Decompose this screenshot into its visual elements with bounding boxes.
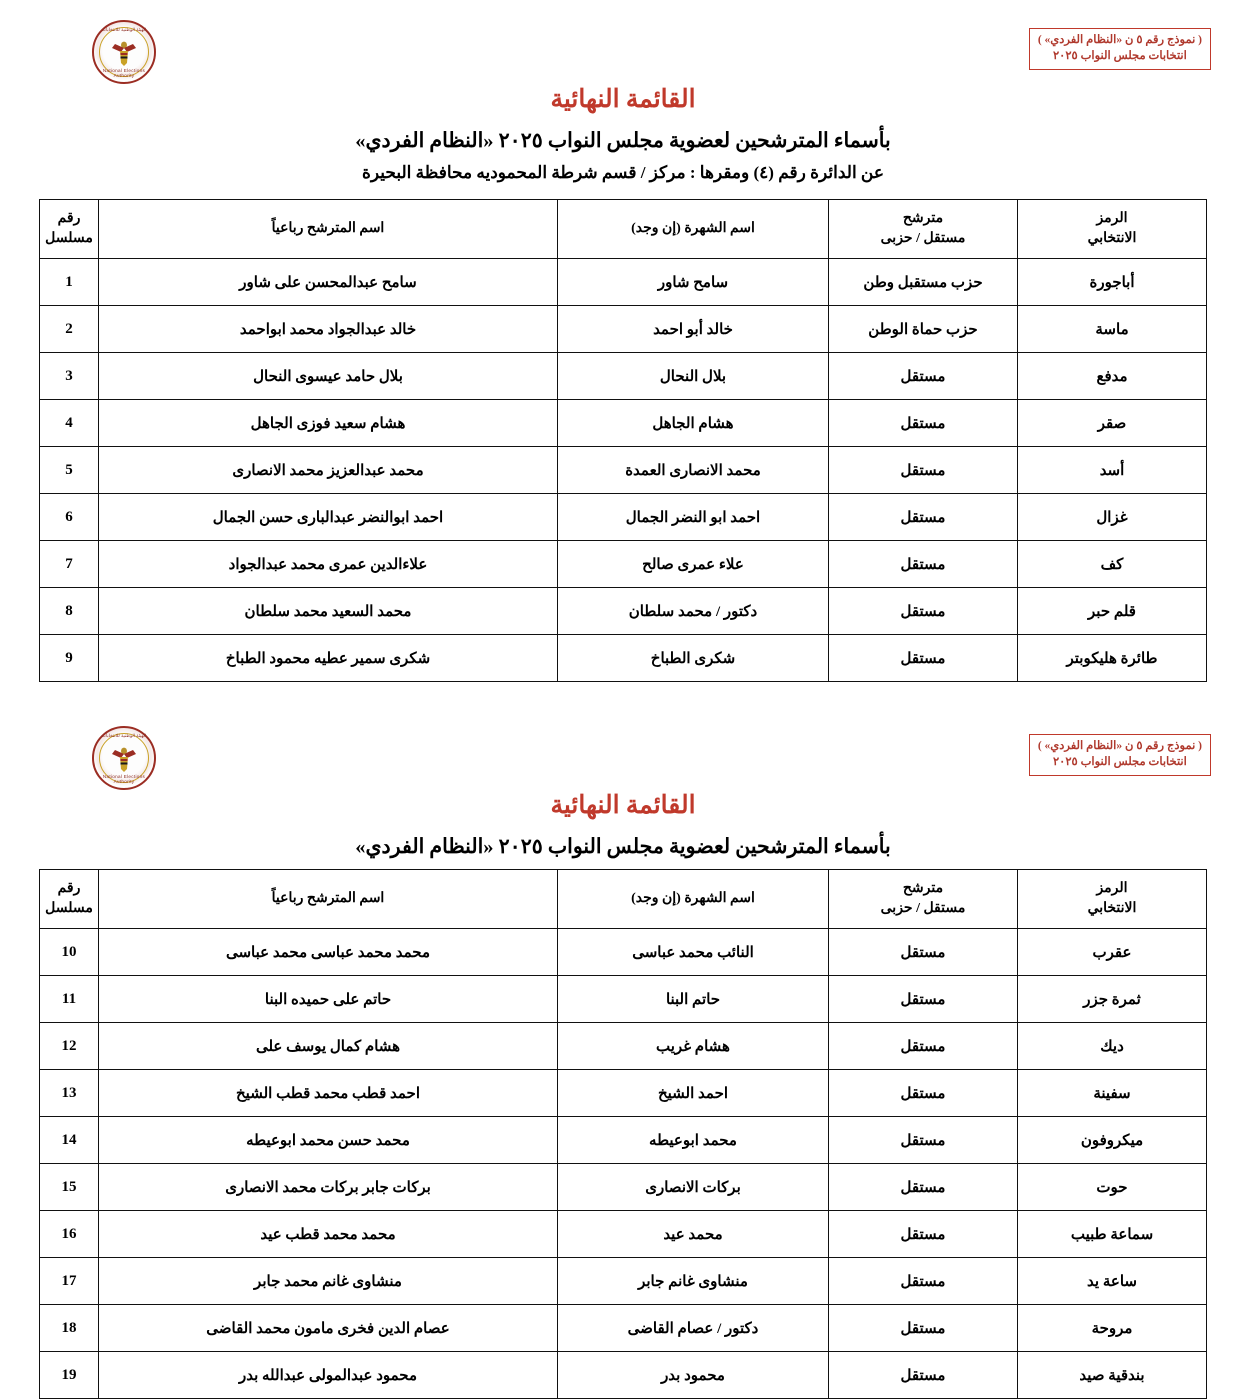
logo-text-top: الهيئة الوطنية للانتخابات bbox=[101, 27, 147, 32]
cell-serial: 13 bbox=[40, 1070, 99, 1117]
page-separator bbox=[0, 682, 1246, 712]
cell-symbol: ساعة يد bbox=[1018, 1258, 1207, 1305]
cell-symbol: قلم حبر bbox=[1018, 588, 1207, 635]
cell-fame: دكتور / محمد سلطان bbox=[558, 588, 829, 635]
cell-serial: 18 bbox=[40, 1305, 99, 1352]
cell-serial: 1 bbox=[40, 259, 99, 306]
cell-serial: 5 bbox=[40, 447, 99, 494]
column-header-symbol bbox=[1018, 870, 1207, 929]
form-stamp-line-1: ( نموذج رقم ٥ ن «النظام الفردي» ) bbox=[1037, 34, 1202, 46]
cell-symbol: مدفع bbox=[1018, 353, 1207, 400]
cell-serial: 12 bbox=[40, 1023, 99, 1070]
cell-symbol: ماسة bbox=[1018, 306, 1207, 353]
column-header-serial-line-1: رقم bbox=[57, 210, 81, 226]
table-row bbox=[40, 1117, 1207, 1164]
cell-name: عصام الدين فخرى مامون محمد القاضى bbox=[99, 1305, 558, 1352]
cell-name: سامح عبدالمحسن على شاور bbox=[99, 259, 558, 306]
document-page-2 bbox=[0, 712, 1246, 1399]
cell-serial: 11 bbox=[40, 976, 99, 1023]
cell-name: هشام سعيد فوزى الجاهل bbox=[99, 400, 558, 447]
table-row bbox=[40, 588, 1207, 635]
cell-fame: علاء عمرى صالح bbox=[558, 541, 829, 588]
cell-fame: هشام غريب bbox=[558, 1023, 829, 1070]
column-header-fame: اسم الشهرة (إن وجد) bbox=[558, 870, 829, 929]
candidates-table-page-2 bbox=[39, 869, 1207, 1399]
cell-symbol: عقرب bbox=[1018, 929, 1207, 976]
candidates-table-page-1 bbox=[39, 199, 1207, 682]
column-header-fame: اسم الشهرة (إن وجد) bbox=[558, 200, 829, 259]
cell-name: احمد قطب محمد قطب الشيخ bbox=[99, 1070, 558, 1117]
cell-fame: محمد ابوعيطه bbox=[558, 1117, 829, 1164]
cell-fame: بلال النحال bbox=[558, 353, 829, 400]
cell-fame: دكتور / عصام القاضى bbox=[558, 1305, 829, 1352]
cell-serial: 17 bbox=[40, 1258, 99, 1305]
cell-name: محمد محمد عباسى محمد عباسى bbox=[99, 929, 558, 976]
page-title: القائمة النهائية bbox=[550, 792, 696, 819]
form-number-stamp bbox=[1029, 734, 1211, 776]
cell-serial: 6 bbox=[40, 494, 99, 541]
cell-name: محمد عبدالعزيز محمد الانصارى bbox=[99, 447, 558, 494]
cell-party: مستقل bbox=[829, 588, 1018, 635]
cell-party: حزب مستقبل وطن bbox=[829, 259, 1018, 306]
eagle-icon bbox=[109, 742, 139, 774]
cell-party: مستقل bbox=[829, 1117, 1018, 1164]
cell-fame: محمد عيد bbox=[558, 1211, 829, 1258]
cell-party: مستقل bbox=[829, 635, 1018, 682]
table-row bbox=[40, 1305, 1207, 1352]
column-header-party bbox=[829, 870, 1018, 929]
cell-name: هشام كمال يوسف على bbox=[99, 1023, 558, 1070]
column-header-serial bbox=[40, 870, 99, 929]
cell-party: مستقل bbox=[829, 400, 1018, 447]
cell-serial: 16 bbox=[40, 1211, 99, 1258]
cell-fame: بركات الانصارى bbox=[558, 1164, 829, 1211]
column-header-symbol-line-2: الانتخابي bbox=[1087, 901, 1137, 916]
page-title: القائمة النهائية bbox=[550, 86, 696, 113]
cell-party: مستقل bbox=[829, 1070, 1018, 1117]
cell-symbol: مروحة bbox=[1018, 1305, 1207, 1352]
page-subtitle-district: عن الدائرة رقم (٤) ومقرها : مركز / قسم شرطة المحموديه محافظة البحيرة bbox=[361, 163, 885, 182]
cell-party: مستقل bbox=[829, 1305, 1018, 1352]
table-row bbox=[40, 1070, 1207, 1117]
column-header-serial bbox=[40, 200, 99, 259]
cell-party: مستقل bbox=[829, 1164, 1018, 1211]
eagle-icon bbox=[109, 36, 139, 68]
cell-symbol: سفينة bbox=[1018, 1070, 1207, 1117]
cell-serial: 3 bbox=[40, 353, 99, 400]
cell-party: مستقل bbox=[829, 541, 1018, 588]
form-stamp-line-1: ( نموذج رقم ٥ ن «النظام الفردي» ) bbox=[1037, 740, 1202, 752]
cell-symbol: أسد bbox=[1018, 447, 1207, 494]
cell-name: محمد محمد قطب عيد bbox=[99, 1211, 558, 1258]
column-header-party bbox=[829, 200, 1018, 259]
cell-serial: 14 bbox=[40, 1117, 99, 1164]
table-header-row bbox=[40, 200, 1207, 259]
cell-fame: سامح شاور bbox=[558, 259, 829, 306]
column-header-symbol-line-1: الرمز bbox=[1096, 210, 1128, 226]
table-row bbox=[40, 400, 1207, 447]
table-header-row bbox=[40, 870, 1207, 929]
page-subtitle-system: بأسماء المترشحين لعضوية مجلس النواب ٢٠٢٥ «النظام الفردي» bbox=[355, 130, 891, 152]
cell-party: مستقل bbox=[829, 1211, 1018, 1258]
table-row bbox=[40, 635, 1207, 682]
cell-serial: 15 bbox=[40, 1164, 99, 1211]
table-row bbox=[40, 541, 1207, 588]
cell-party: حزب حماة الوطن bbox=[829, 306, 1018, 353]
cell-party: مستقل bbox=[829, 1258, 1018, 1305]
table-row bbox=[40, 1258, 1207, 1305]
page-header-strip bbox=[0, 720, 1246, 782]
table-body-page-2 bbox=[40, 929, 1207, 1399]
table-row bbox=[40, 353, 1207, 400]
page-subtitle-system: بأسماء المترشحين لعضوية مجلس النواب ٢٠٢٥ «النظام الفردي» bbox=[355, 836, 891, 858]
cell-serial: 4 bbox=[40, 400, 99, 447]
table-row bbox=[40, 976, 1207, 1023]
cell-name: محمد حسن محمد ابوعيطه bbox=[99, 1117, 558, 1164]
cell-symbol: ديك bbox=[1018, 1023, 1207, 1070]
table-row bbox=[40, 447, 1207, 494]
cell-party: مستقل bbox=[829, 494, 1018, 541]
cell-serial: 7 bbox=[40, 541, 99, 588]
column-header-name: اسم المترشح رباعياً bbox=[99, 870, 558, 929]
cell-name: احمد ابوالنضر عبدالبارى حسن الجمال bbox=[99, 494, 558, 541]
document-page-1 bbox=[0, 0, 1246, 682]
cell-fame: احمد ابو النضر الجمال bbox=[558, 494, 829, 541]
column-header-party-line-2: مستقل / حزبى bbox=[880, 901, 966, 916]
table-row bbox=[40, 1211, 1207, 1258]
cell-fame: شكرى الطباخ bbox=[558, 635, 829, 682]
column-header-serial-line-1: رقم bbox=[57, 880, 81, 896]
cell-fame: خالد أبو احمد bbox=[558, 306, 829, 353]
cell-fame: حاتم البنا bbox=[558, 976, 829, 1023]
cell-name: حاتم على حميده البنا bbox=[99, 976, 558, 1023]
cell-party: مستقل bbox=[829, 976, 1018, 1023]
cell-party: مستقل bbox=[829, 1352, 1018, 1399]
cell-party: مستقل bbox=[829, 353, 1018, 400]
cell-symbol: حوت bbox=[1018, 1164, 1207, 1211]
cell-party: مستقل bbox=[829, 447, 1018, 494]
column-header-symbol-line-1: الرمز bbox=[1096, 880, 1128, 896]
table-body-page-1 bbox=[40, 259, 1207, 682]
cell-fame: هشام الجاهل bbox=[558, 400, 829, 447]
cell-name: محمد السعيد محمد سلطان bbox=[99, 588, 558, 635]
cell-serial: 8 bbox=[40, 588, 99, 635]
cell-symbol: ميكروفون bbox=[1018, 1117, 1207, 1164]
logo-text-bottom: National Elections Authority bbox=[102, 68, 146, 78]
form-stamp-line-2: انتخابات مجلس النواب ٢٠٢٥ bbox=[1052, 755, 1187, 768]
cell-fame: منشاوى غانم جابر bbox=[558, 1258, 829, 1305]
cell-serial: 19 bbox=[40, 1352, 99, 1399]
cell-name: محمود عبدالمولى عبدالله بدر bbox=[99, 1352, 558, 1399]
cell-symbol: سماعة طبيب bbox=[1018, 1211, 1207, 1258]
cell-serial: 10 bbox=[40, 929, 99, 976]
cell-name: خالد عبدالجواد محمد ابواحمد bbox=[99, 306, 558, 353]
cell-symbol: غزال bbox=[1018, 494, 1207, 541]
table-row bbox=[40, 1164, 1207, 1211]
table-header bbox=[40, 200, 1207, 259]
logo-text-top: الهيئة الوطنية للانتخابات bbox=[101, 733, 147, 738]
cell-party: مستقل bbox=[829, 929, 1018, 976]
cell-name: شكرى سمير عطيه محمود الطباخ bbox=[99, 635, 558, 682]
table-header bbox=[40, 870, 1207, 929]
form-stamp-line-2: انتخابات مجلس النواب ٢٠٢٥ bbox=[1052, 49, 1187, 62]
column-header-serial-line-2: مسلسل bbox=[45, 231, 93, 246]
cell-symbol: طائرة هليكوبتر bbox=[1018, 635, 1207, 682]
table-row bbox=[40, 929, 1207, 976]
cell-symbol: بندقية صيد bbox=[1018, 1352, 1207, 1399]
cell-fame: النائب محمد عباسى bbox=[558, 929, 829, 976]
cell-party: مستقل bbox=[829, 1023, 1018, 1070]
column-header-party-line-2: مستقل / حزبى bbox=[880, 231, 966, 246]
column-header-party-line-1: مترشح bbox=[902, 880, 944, 896]
table-row bbox=[40, 259, 1207, 306]
logo-text-bottom: National Elections Authority bbox=[102, 774, 146, 784]
cell-name: منشاوى غانم محمد جابر bbox=[99, 1258, 558, 1305]
cell-fame: محمد الانصارى العمدة bbox=[558, 447, 829, 494]
cell-serial: 9 bbox=[40, 635, 99, 682]
table-row bbox=[40, 1352, 1207, 1399]
national-elections-authority-logo bbox=[92, 20, 156, 84]
cell-name: علاءالدين عمرى محمد عبدالجواد bbox=[99, 541, 558, 588]
cell-serial: 2 bbox=[40, 306, 99, 353]
cell-fame: محمود بدر bbox=[558, 1352, 829, 1399]
column-header-name: اسم المترشح رباعياً bbox=[99, 200, 558, 259]
table-row bbox=[40, 1023, 1207, 1070]
cell-name: بلال حامد عيسوى النحال bbox=[99, 353, 558, 400]
page-header-strip bbox=[0, 14, 1246, 76]
column-header-party-line-1: مترشح bbox=[902, 210, 944, 226]
column-header-symbol bbox=[1018, 200, 1207, 259]
table-row bbox=[40, 494, 1207, 541]
form-number-stamp bbox=[1029, 28, 1211, 70]
cell-name: بركات جابر بركات محمد الانصارى bbox=[99, 1164, 558, 1211]
table-row bbox=[40, 306, 1207, 353]
column-header-symbol-line-2: الانتخابي bbox=[1087, 231, 1137, 246]
cell-fame: احمد الشيخ bbox=[558, 1070, 829, 1117]
national-elections-authority-logo bbox=[92, 726, 156, 790]
cell-symbol: ثمرة جزر bbox=[1018, 976, 1207, 1023]
cell-symbol: صقر bbox=[1018, 400, 1207, 447]
cell-symbol: كف bbox=[1018, 541, 1207, 588]
column-header-serial-line-2: مسلسل bbox=[45, 901, 93, 916]
cell-symbol: أباجورة bbox=[1018, 259, 1207, 306]
